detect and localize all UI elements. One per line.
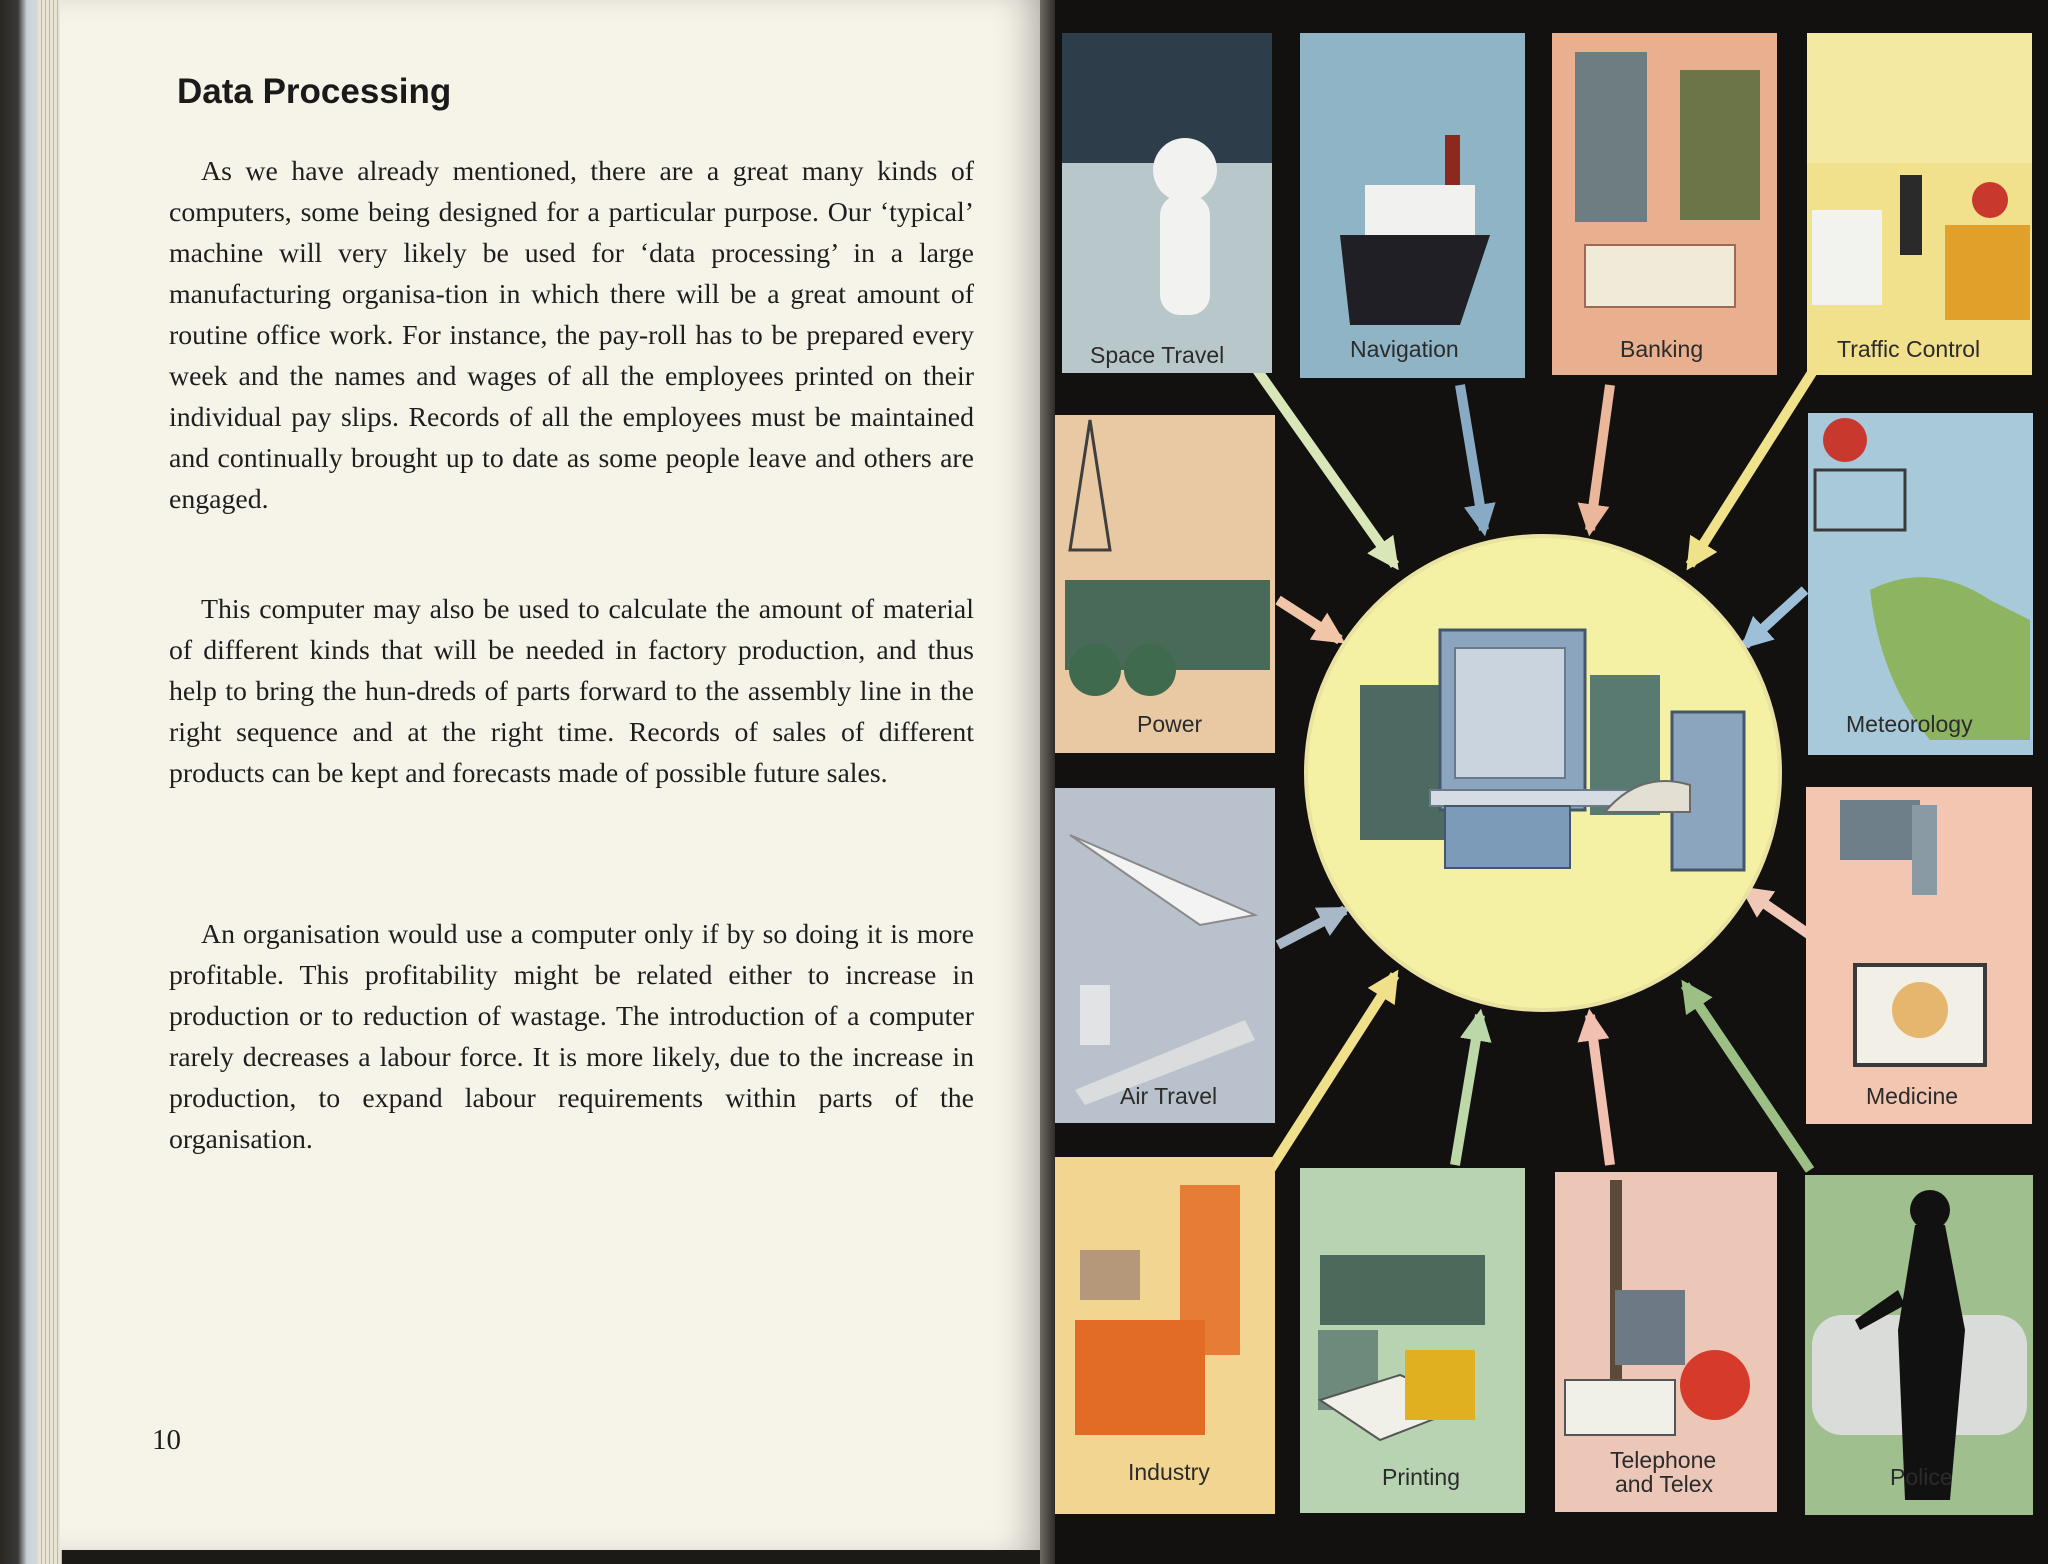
- arrow-traffic-control: [1690, 360, 1820, 565]
- panel-medicine: [1806, 787, 2032, 1124]
- panel-label: Air Travel: [1120, 1083, 1218, 1109]
- paragraph-2: This computer may also be used to calculate the amount of material of different kinds that will be needed in factory production, and thus help to bring the hun-dreds of parts forward to the assembly line in the right sequence and at the right time. Records of sales of different products can be kept and forecasts made of possible future sales.: [169, 594, 974, 789]
- panel-industry: [1055, 1157, 1275, 1514]
- panel-police: [1805, 1175, 2033, 1515]
- panel-label: Meteorology: [1846, 711, 1973, 737]
- panel-label: Industry: [1128, 1459, 1210, 1485]
- panel-label: Banking: [1620, 336, 1704, 362]
- panel-label: Telephone: [1610, 1447, 1717, 1473]
- panel-telephone-telex: [1555, 1172, 1777, 1512]
- panel-label: Space Travel: [1090, 342, 1225, 368]
- paragraph-1: As we have already mentioned, there are a great many kinds of computers, some being designed for a particular purpose. Our ‘typical’ machine will very likely be used for ‘data processing’ in a large manufacturing organisa-tion in which there will be a great amount of routine office work. For instance, the pay-roll has to be prepared every week and the names and wages of all the employees printed on their individual pay slips. Records of all the employees must be maintained and continually brought up to date as some people leave and others are engaged.: [169, 156, 974, 515]
- arrow-medicine: [1745, 890, 1810, 935]
- panel-traffic-control: [1807, 33, 2032, 375]
- panel-navigation: [1300, 33, 1525, 378]
- panel-label: Printing: [1382, 1464, 1460, 1490]
- panel-label: Traffic Control: [1837, 336, 1981, 362]
- page-heading: Data Processing: [177, 72, 452, 111]
- paragraph-3: An organisation would use a computer only if by so doing it is more profitable. This profitability might be related either to increase in production or to reduction of wastage. The introduction of a computer rarely decreases a labour force. It is more likely, due to the increase in production, to expand labour requirements within parts of the organisation.: [169, 919, 974, 1155]
- arrow-meteorology: [1745, 590, 1805, 645]
- panel-label: Medicine: [1866, 1083, 1959, 1109]
- arrow-telephone: [1590, 1015, 1610, 1165]
- panel-air-travel: [1055, 788, 1275, 1123]
- panel-banking: [1552, 33, 1777, 375]
- arrow-printing: [1455, 1015, 1480, 1165]
- panel-label: Power: [1137, 711, 1203, 737]
- panel-space-travel: [1062, 33, 1272, 373]
- arrow-banking: [1590, 385, 1610, 530]
- arrow-industry: [1270, 975, 1395, 1170]
- page-number: 10: [152, 1424, 181, 1456]
- arrow-navigation: [1460, 385, 1484, 530]
- panel-label: Police: [1890, 1464, 1953, 1490]
- panel-printing: [1300, 1168, 1525, 1513]
- panel-power: [1055, 415, 1275, 753]
- panel-label: and Telex: [1615, 1471, 1714, 1497]
- central-computer: [1306, 536, 1780, 1010]
- arrow-police: [1685, 985, 1810, 1170]
- arrow-air-travel: [1278, 910, 1345, 945]
- arrow-power: [1278, 600, 1340, 640]
- panel-meteorology: [1808, 413, 2033, 755]
- panel-label: Navigation: [1350, 336, 1459, 362]
